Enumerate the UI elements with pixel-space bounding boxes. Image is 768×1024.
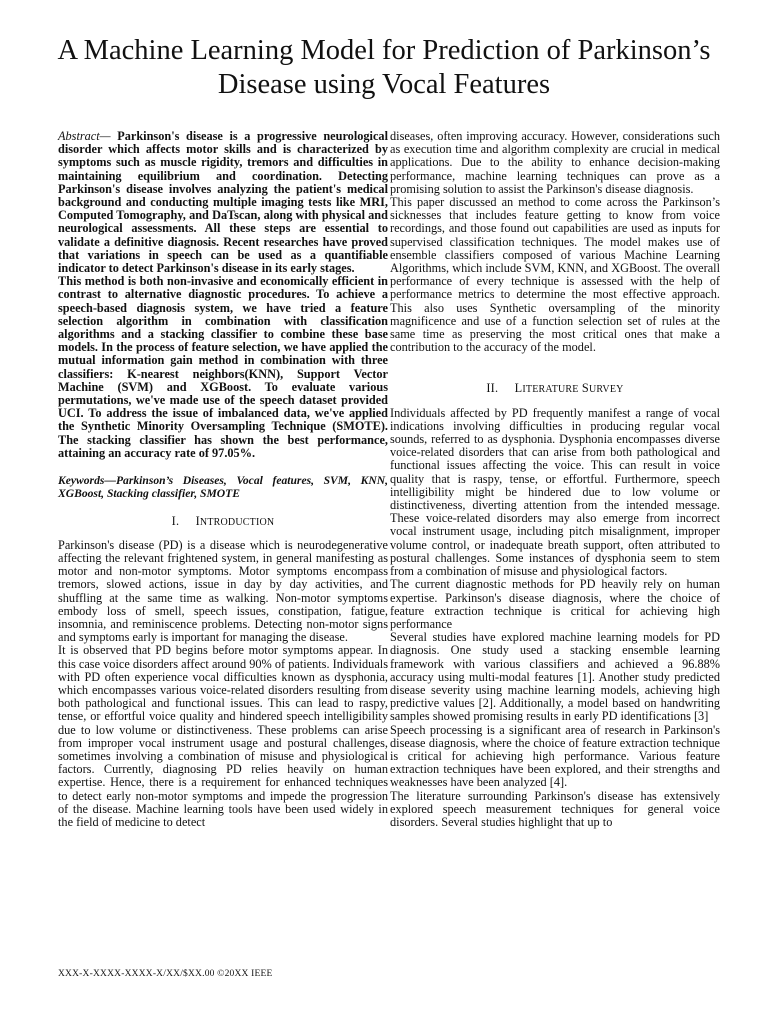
- intro-paragraph: Parkinson's disease (PD) is a disease which is neurodegenerative affecting the relevant frightened system, in general manifesting as motor and non-motor symptoms. Motor symptoms encompass tremors, slowed actions, issue in day by day activities, and shuffling at the same time as walking. Non-motor symptoms embody loss of smell, speech issues, constipation, fatigue, insomnia, and reminiscence problems. Detecting non-motor signs and symptoms early is important for managing the disease.: [58, 537, 388, 645]
- literature-paragraph: The literature surrounding Parkinson's disease has extensively explored speech measurement techniques for general voice disorders. Several studies highlight that up to: [390, 788, 720, 829]
- copyright-footer: XXX-X-XXXX-XXXX-X/XX/$XX.00 ©20XX IEEE: [58, 969, 273, 979]
- keywords-lead: Keywords—: [58, 474, 116, 488]
- section-initial: L: [514, 381, 523, 396]
- keywords-text: Parkinson’s Diseases, Vocal features, SVM, KNN, XGBoost, Stacking classifier, SMOTE: [58, 474, 388, 501]
- section-numeral: II.: [486, 381, 499, 396]
- abstract-lead: Abstract—: [58, 129, 111, 143]
- left-column: [58, 130, 388, 829]
- literature-paragraph: Individuals affected by PD frequently manifest a range of vocal indications involving difficulties in producing regular vocal sounds, referred to as dysphonia. Dysphonia encompasses diverse voice-related disorders that can arise from both pathological and functional issues affecting the voice. This can result in voice quality that is raspy, tense, or effortful. Furthermore, speech intelligibility might be hindered due to low volume or distinctiveness, diverting attention from the intended message. These voice-related disorders may also emerge from incorrect vocal instrument usage, including pitch misalignment, improper volume control, or inadequate breath support, often attributed to postural challenges. Some instances of dysphonia seem to stem from a combination of misuse and physiological factors.: [390, 405, 720, 579]
- literature-paragraph: The current diagnostic methods for PD heavily rely on human expertise. Parkinson's disease diagnosis, where the choice of feature extraction technique is critical for achieving high performance: [390, 577, 720, 631]
- section-rest-2: URVEY: [588, 384, 624, 396]
- literature-paragraph: Speech processing is a significant area of research in Parkinson's disease diagnosis, where the choice of feature extraction technique is critical for achieving high performance. Various feature extraction techniques have been explored, and their strengths and weaknesses have been analyzed [4].: [390, 722, 720, 790]
- abstract-text-1: Parkinson's disease is a progressive neurological disorder which affects motor skills and is characterized by symptoms such as muscle rigidity, tremors and difficulties in maintaining equilibrium and coordination. Detecting Parkinson's disease involves analyzing the patient's medical background and conducting multiple imaging tests like MRI, Computed Tomography, and DaTscan, along with physical and neurological assessments. All these steps are essential to validate a definitive diagnosis. Recent researches have proved that variations in speech can be used as a quantifiable indicator to detect Parkinson's disease in its early stages.: [58, 129, 388, 276]
- keywords: [58, 474, 388, 500]
- paper-title: A Machine Learning Model for Prediction of Parkinson’s Disease using Vocal Features: [57, 35, 711, 100]
- section-heading-literature-survey: [390, 382, 720, 396]
- section-numeral: I.: [171, 514, 180, 529]
- intro-paragraph: This paper discussed an method to come across the Parkinson’s sicknesses that includes feature getting to know from voice recordings, and those found out capabilities are used as inputs for supervised classification techniques. The model makes use of ensemble classifiers composed of various Machine Learning Algorithms, which include SVM, KNN, and XGBoost. The overall performance of every technique is assessed with the help of performance metrics to determine the most effective approach. This also uses Synthetic oversampling of the minority magnificence and use of a function selection set of rules at the same time as preserving the most critical ones that make a contribution to the accuracy of the model.: [390, 195, 720, 355]
- section-rest: NTRODUCTION: [199, 517, 275, 529]
- section-initial-2: S: [581, 381, 589, 396]
- right-column: [390, 130, 720, 829]
- section-heading-introduction: [58, 515, 388, 529]
- abstract-paragraph-2: This method is both non-invasive and economically efficient in contrast to alternative diagnostic procedures. To achieve a speech-based diagnosis system, we have tried a feature selection algorithm in combination with classification algorithms and a stacking classifier to combine these base models. In the process of feature selection, we have applied the mutual information gain method in combination with three classifiers: K-nearest neighbors(KNN), Support Vector Machine (SVM) and XGBoost. To evaluate various permutations, we've made use of the speech dataset provided UCI. To address the issue of imbalanced data, we've applied the Synthetic Minority Oversampling Technique (SMOTE). The stacking classifier has shown the best performance, attaining an accuracy rate of 97.05%.: [58, 274, 388, 460]
- section-initial: I: [195, 514, 200, 529]
- literature-paragraph: Several studies have explored machine learning models for PD diagnosis. One study used a stacking ensemble learning framework with various classifiers and achieved a 96.88% accuracy using multi-modal features [1]. Another study predicted disease severity using machine learning models, achieving high predictive values [2]. Additionally, a model based on handwriting samples showed promising results in early PD identifications [3]: [390, 630, 720, 724]
- intro-paragraph: It is observed that PD begins before motor symptoms appear. In this case voice disorders affect around 90% of patients. Individuals with PD often experience vocal difficulties known as dysphonia, which encompasses various voice-related disorders resulting from both pathological and functional issues. This can lead to raspy, tense, or effortful voice quality and hindered speech intelligibility due to low volume or distinctiveness. These problems can arise from improper vocal instrument usage and postural challenges, sometimes involving a combination of misuse and physiological factors. Currently, diagnosing PD relies heavily on human expertise. Hence, there is a requirement for enhanced techniques to detect early non-motor symptoms and impede the progression of the disease. Machine learning tools have been used widely in the field of medicine to detect: [58, 643, 388, 829]
- intro-paragraph: diseases, often improving accuracy. However, considerations such as execution time and algorithm complexity are crucial in medical applications. Due to the ability to enhance decision-making performance, machine learning techniques can prove as a promising solution to assist the Parkinson's disease diagnosis.: [390, 129, 720, 196]
- abstract-paragraph-1: [58, 130, 388, 275]
- section-rest: ITERATURE: [522, 384, 579, 396]
